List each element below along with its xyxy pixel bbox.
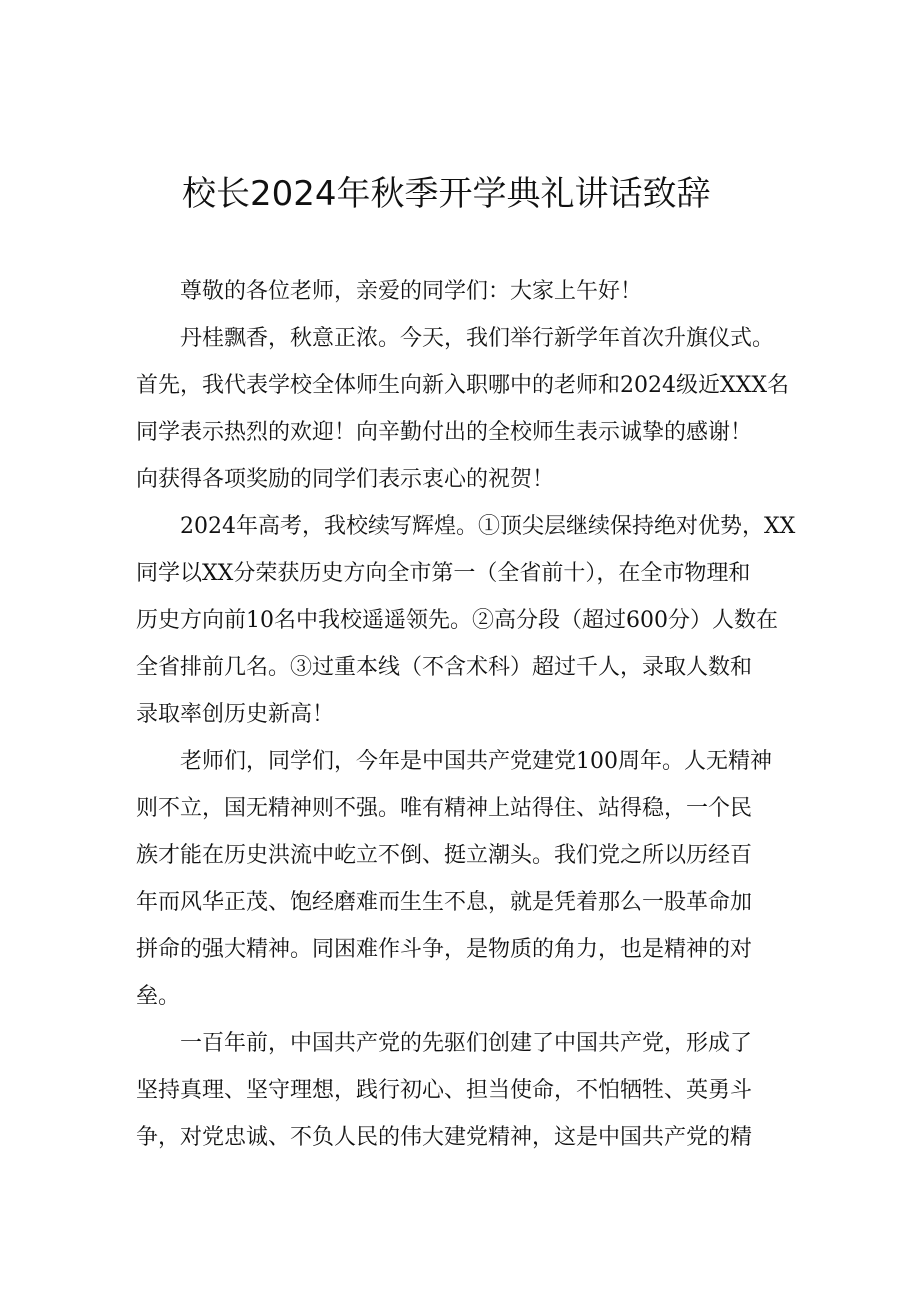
text-line: 则不立，国无精神则不强。唯有精神上站得住、站得稳，一个民: [136, 796, 753, 821]
text-line: 首先，我代表学校全体师生向新入职哪中的老师和2024级近XXX名: [136, 373, 789, 398]
text-line: 尊敬的各位老师，亲爱的同学们：大家上午好！: [180, 279, 643, 304]
document-body: [136, 268, 796, 1161]
document-title: 校长2024年秋季开学典礼讲话致辞: [182, 174, 711, 214]
text-line: 同学以XX分荣获历史方向全市第一（全省前十），在全市物理和: [136, 561, 751, 586]
text-line: 垒。: [136, 984, 181, 1009]
text-line: 历史方向前10名中我校遥遥领先。②高分段（超过600分）人数在: [136, 608, 778, 633]
text-line: 族才能在历史洪流中屹立不倒、挺立潮头。我们党之所以历经百: [136, 843, 753, 868]
text-line: 年而风华正茂、饱经磨难而生生不息，就是凭着那么一股革命加: [136, 890, 753, 915]
paragraph-party-spirit: [136, 738, 796, 1020]
text-line: 拼命的强大精神。同困难作斗争，是物质的角力，也是精神的对: [136, 937, 753, 962]
text-line: 录取率创历史新高！: [136, 702, 335, 727]
text-line: 丹桂飘香，秋意正浓。今天，我们举行新学年首次升旗仪式。: [180, 326, 775, 351]
text-line: 2024年高考，我校续写辉煌。①顶尖层继续保持绝对优势，XX: [180, 514, 796, 539]
paragraph-welcome: [136, 315, 796, 503]
text-line: 向获得各项奖励的同学们表示衷心的祝贺！: [136, 467, 555, 492]
text-line: 老师们，同学们，今年是中国共产党建党100周年。人无精神: [180, 749, 772, 774]
text-line: 坚持真理、坚守理想，践行初心、担当使命，不怕牺牲、英勇斗: [136, 1078, 753, 1103]
text-line: 全省排前几名。③过重本线（不含术科）超过千人，录取人数和: [136, 655, 753, 680]
paragraph-founding: [136, 1020, 796, 1161]
text-line: 争，对党忠诚、不负人民的伟大建党精神，这是中国共产党的精: [136, 1125, 753, 1150]
paragraph-greeting: [136, 268, 796, 315]
paragraph-exam-results: [136, 503, 796, 738]
text-line: 一百年前，中国共产党的先驱们创建了中国共产党，形成了: [180, 1031, 753, 1056]
text-line: 同学表示热烈的欢迎！向辛勤付出的全校师生表示诚挚的感谢！: [136, 420, 753, 445]
